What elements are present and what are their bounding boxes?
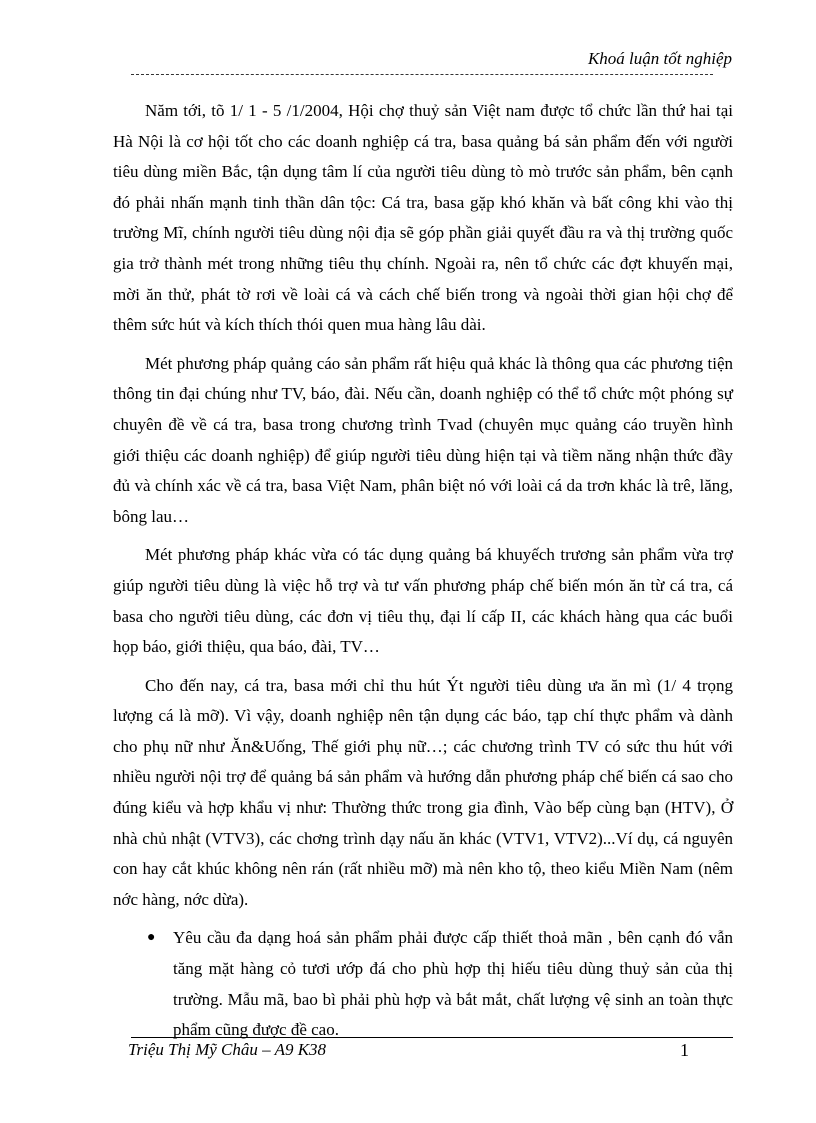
header-title: Khoá luận tốt nghiệp bbox=[587, 49, 732, 68]
body-text bbox=[113, 96, 733, 1046]
bullet-list bbox=[113, 923, 733, 1045]
paragraph-2: Mét phương pháp quảng cáo sản phẩm rất hiệu quả khác là thông qua các phương tiện thông tin đại chúng như TV, báo, đài. Nếu cần, doanh nghiệp có thể tổ chức một phóng sự chuyên đề về cá tra, basa trong chương trình Tvad (chuyên mục quảng cáo truyền hình giới thiệu các doanh nghiệp) để giúp người tiêu dùng hiện tại và tiềm năng nhận thức đầy đủ và chính xác về cá tra, basa Việt Nam, phân biệt nó với loài cá da trơn khác là trê, lăng, bông lau… bbox=[113, 353, 733, 526]
footer-divider bbox=[131, 1037, 733, 1038]
paragraph-3: Mét phương pháp khác vừa có tác dụng quảng bá khuyếch trương sản phẩm vừa trợ giúp người tiêu dùng là việc hỗ trợ và tư vấn phương pháp chế biến món ăn từ cá tra, cá basa cho người tiêu dùng, các đơn vị tiêu thụ, đại lí cấp II, các khách hàng qua các buổi họp báo, giới thiệu, qua báo, đài, TV… bbox=[113, 545, 733, 657]
bullet-text: Yêu cầu đa dạng hoá sản phẩm phải được cấp thiết thoả mãn , bên cạnh đó vẫn tăng mặt hàng cỏ tươi ướp đá cho phù hợp thị hiếu tiêu dùng thuỷ sản của thị trường. Mẫu mã, bao bì phải phù hợp và bắt mắt, chất lượng vệ sinh an toàn thực phẩm cũng được đề cao. bbox=[173, 928, 733, 1040]
footer-author: Triệu Thị Mỹ Châu – A9 K38 bbox=[128, 1040, 327, 1059]
paragraph-4: Cho đến nay, cá tra, basa mới chỉ thu hút Ýt người tiêu dùng ưa ăn mì (1/ 4 trọng lượng cá là mỡ). Vì vậy, doanh nghiệp nên tận dụng các báo, tạp chí thực phẩm và dành cho phụ nữ như Ăn&Uống, Thế giới phụ nữ…; các chương trình TV có sức thu hút với nhiều người nội trợ để quảng bá sản phẩm và hướng dẫn phương pháp chế biến cá sao cho đúng kiểu và hợp khẩu vị như: Thường thức trong gia đình, Vào bếp cùng bạn (HTV), Ở nhà chủ nhật (VTV3), các chơng trình dạy nấu ăn khác (VTV1, VTV2)...Ví dụ, cá nguyên con hay cắt khúc không nên rán (rất nhiều mỡ) mà nên kho tộ, theo kiểu Miền Nam (nêm nớc hàng, nớc dừa). bbox=[113, 675, 733, 909]
bullet-item bbox=[113, 923, 733, 1045]
header-divider bbox=[131, 74, 713, 75]
page-number: 1 bbox=[680, 1040, 689, 1060]
paragraph-1: Năm tới, tõ 1/ 1 - 5 /1/2004, Hội chợ thuỷ sản Việt nam được tổ chức lần thứ hai tại Hà Nội là cơ hội tốt cho các doanh nghiệp cá tra, basa quảng bá sản phẩm đến với người tiêu dùng miền Bắc, tận dụng tâm lí của người tiêu dùng tò mò trước sản phẩm, bên cạnh đó phải nhấn mạnh tinh thần dân tộc: Cá tra, basa gặp khó khăn và bất công khi vào thị trường Mĩ, chính người tiêu dùng nội địa sẽ góp phần giải quyết đầu ra và thị trường quốc gia trở thành mét trong những tiêu thụ chính. Ngoài ra, nên tổ chức các đợt khuyến mại, mời ăn thử, phát tờ rơi về loài cá và cách chế biến trong và ngoài thời gian hội chợ để thêm sức hút và kích thích thói quen mua hàng lâu dài. bbox=[113, 101, 733, 335]
bullet-dot-icon: ● bbox=[147, 930, 156, 946]
